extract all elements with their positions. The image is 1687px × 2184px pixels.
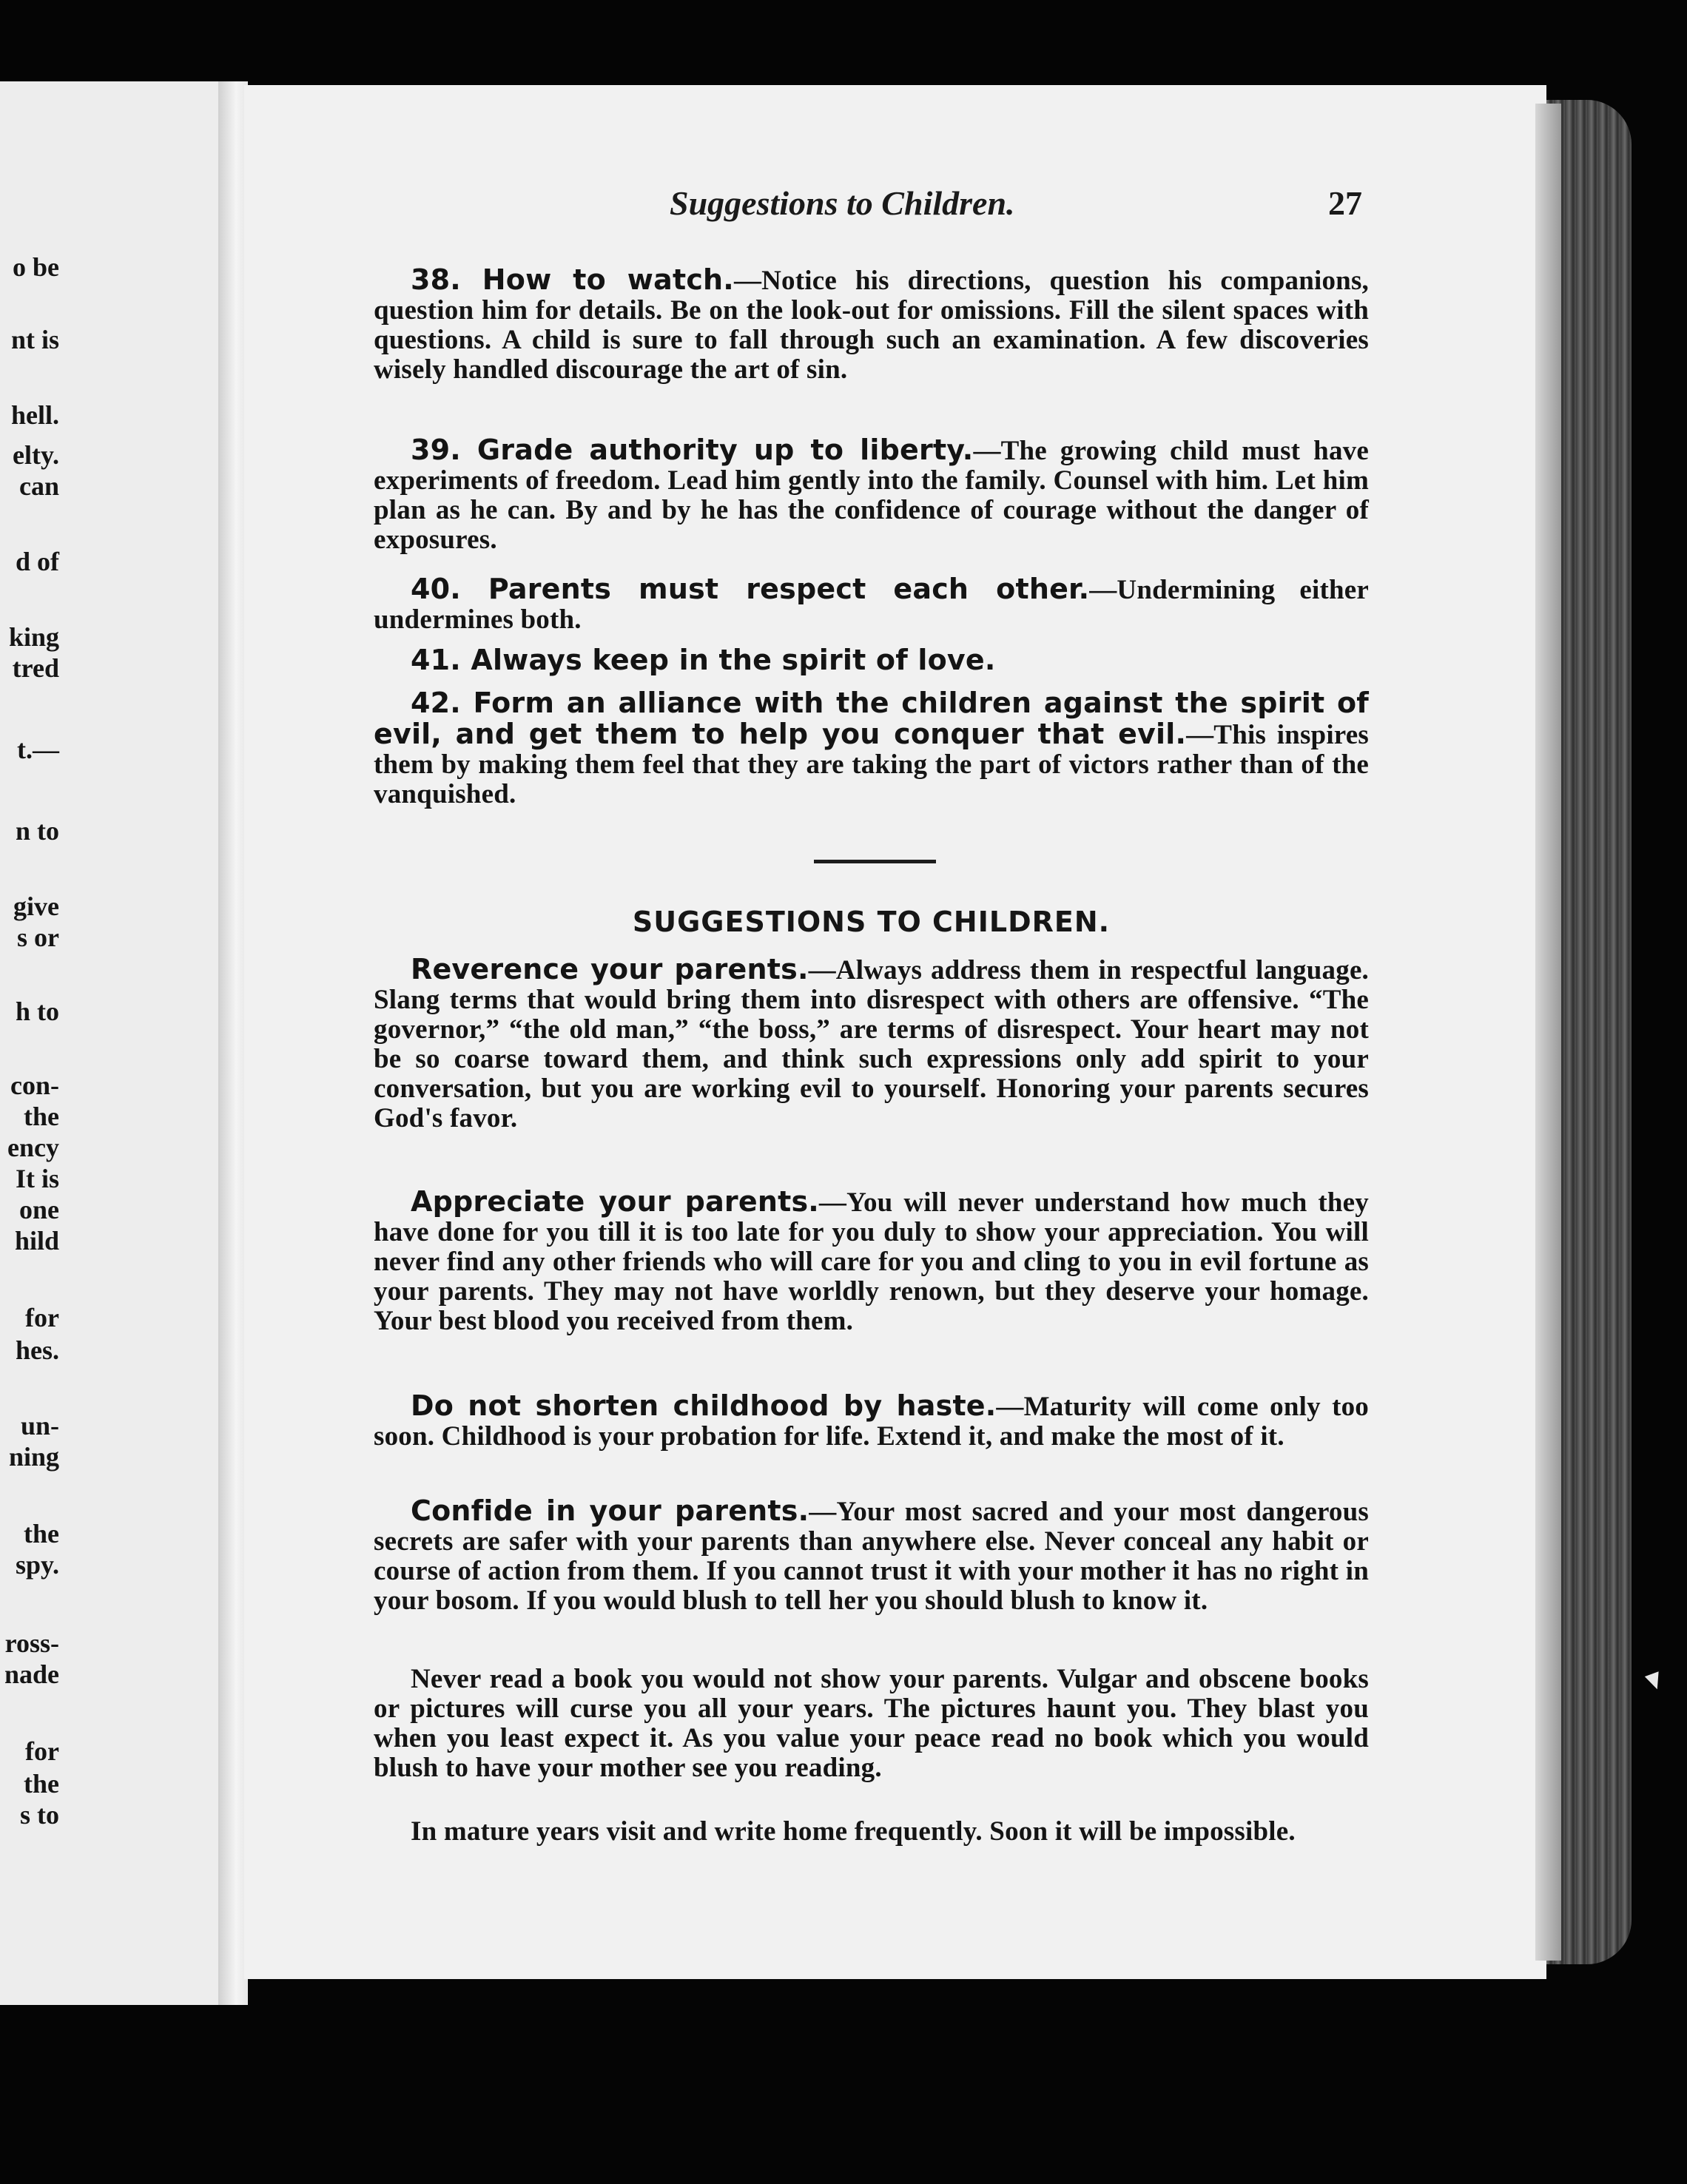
left-page-line: the [24, 1102, 59, 1131]
paragraph-body: —Undermining either undermines both. [374, 575, 1369, 635]
left-page-line: for [25, 1736, 59, 1766]
numbered-paragraph [374, 435, 1369, 555]
left-page-line: ency [7, 1133, 59, 1162]
page-edge-shadow [1535, 104, 1561, 1961]
left-page-line: s to [20, 1800, 59, 1830]
suggestion-paragraph [374, 1817, 1369, 1847]
suggestion-body: —Always address them in respectful language. Slang terms that would bring them into disrespect with others are offensive. “The governor,” “the old man,” “the boss,” are terms of disrespect. Your heart may not be so coarse toward them, and think such expressions only add spirit to your conversation, but you are working evil to yourself. Honoring your parents secures God's favor. [374, 955, 1370, 1133]
left-page-line: con- [10, 1071, 59, 1100]
left-page-line: tred [12, 653, 59, 683]
left-page-line: give [13, 892, 59, 921]
left-page-line: ning [8, 1442, 59, 1472]
left-page-line: hell. [10, 400, 59, 430]
left-page-line: t.— [17, 735, 59, 764]
suggestion-heading: Reverence your parents. [411, 953, 809, 985]
left-page-line: d of [15, 547, 59, 576]
numbered-paragraph [374, 645, 1369, 676]
left-page-line: hes. [15, 1335, 59, 1365]
left-page-line: o be [13, 252, 59, 282]
running-head: Suggestions to Children. [670, 184, 1015, 222]
suggestion-paragraph [374, 1391, 1369, 1452]
suggestion-body: —You will never understand how much they have done for you till it is too late for you duly to show your appreciation. You will never find any other friends who will care for you and cling to you in evil fortune as your parents. They may not have worldly renown, but they deserve your homage. Your best blood you received from them. [374, 1187, 1370, 1336]
suggestion-body: —Maturity will come only too soon. Childhood is your probation for life. Extend it, and make the most of it. [374, 1392, 1369, 1452]
numbered-paragraph [374, 265, 1369, 385]
paragraph-body: —This inspires them by making them feel that they are taking the part of victors rather than of the vanquished. [374, 720, 1369, 809]
suggestion-paragraph [374, 1187, 1369, 1336]
paragraph-body: —Notice his directions, question his companions, question him for details. Be on the look-out for omissions. Fill the silent spaces with questions. A child is sure to fall through such an examination. A few discoveries wisely handled discourage the art of sin. [374, 266, 1369, 385]
suggestion-heading: Do not shorten childhood by haste. [411, 1389, 997, 1422]
left-page-line: the [24, 1519, 59, 1548]
numbered-paragraph [374, 574, 1369, 635]
left-page-line: un- [20, 1411, 59, 1440]
left-page-line: nt is [10, 325, 59, 354]
suggestion-heading: Appreciate your parents. [411, 1185, 819, 1218]
left-page-line: king [8, 622, 59, 652]
suggestion-paragraph [374, 954, 1369, 1133]
numbered-paragraph [374, 688, 1369, 809]
suggestion-body: Never read a book you would not show your parents. Vulgar and obscene books or pictures will curse you all your years. The pictures haunt you. They blast you when you least expect it. As you value your peace read no book which you would blush to have your mother see you reading. [374, 1664, 1369, 1783]
suggestion-paragraph [374, 1665, 1369, 1783]
book-gutter [218, 81, 248, 2005]
left-page-line: for [25, 1303, 59, 1332]
left-page-line: the [24, 1769, 59, 1799]
suggestion-paragraph [374, 1496, 1369, 1616]
suggestion-body: In mature years visit and write home frequently. Soon it will be impossible. [411, 1816, 1296, 1847]
margin-mark [1645, 1671, 1664, 1692]
left-page-line: h to [15, 997, 59, 1026]
paragraph-heading: 38. How to watch. [411, 263, 734, 296]
previous-page-fragment [0, 81, 247, 2005]
paragraph-body: —The growing child must have experiments of freedom. Lead him gently into the family. Counsel with him. Let him plan as he can. By and by he has the confidence of courage without the danger of exposures. [374, 436, 1369, 555]
paragraph-heading: 39. Grade authority up to liberty. [411, 434, 974, 466]
left-page-line: hild [14, 1226, 59, 1256]
left-page-line: It is [15, 1164, 59, 1193]
suggestion-heading: Confide in your parents. [411, 1494, 809, 1527]
left-page-line: nade [4, 1659, 59, 1689]
left-page-line: s or [17, 923, 59, 952]
section-title: SUGGESTIONS TO CHILDREN. [632, 906, 1111, 938]
suggestion-body: —Your most sacred and your most dangerous secrets are safer with your parents than anywhere else. Never conceal any habit or course of action from them. If you cannot trust it with your mother it has no right in your bosom. If you would blush to tell her you should blush to know it. [374, 1497, 1369, 1616]
paragraph-heading: 42. Form an alliance with the children against the spirit of evil, and get them to help you conquer that evil. [374, 687, 1369, 750]
left-page-line: one [19, 1195, 59, 1224]
paragraph-heading: 40. Parents must respect each other. [411, 573, 1090, 605]
left-page-line: spy. [15, 1550, 59, 1580]
page-number: 27 [1328, 184, 1362, 222]
paragraph-heading: 41. Always keep in the spirit of love. [411, 644, 996, 676]
left-page-line: n to [15, 816, 59, 846]
left-page-line: ross- [4, 1628, 59, 1658]
left-page-line: can [19, 471, 59, 501]
section-divider [814, 860, 936, 863]
left-page-line: elty. [13, 440, 59, 470]
